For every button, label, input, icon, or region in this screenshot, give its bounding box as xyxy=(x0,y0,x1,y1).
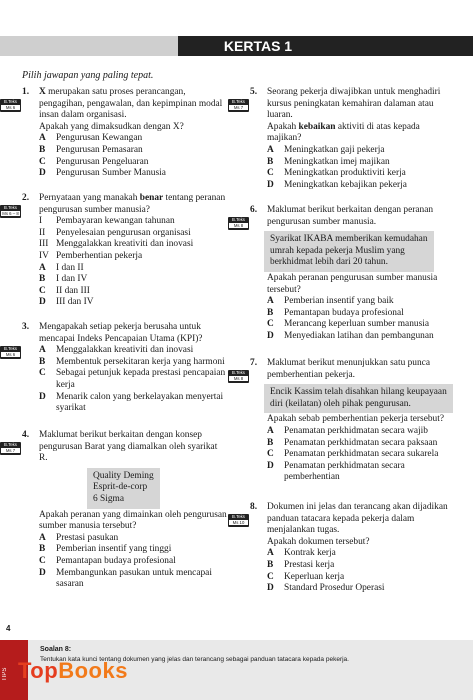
question-text-line: sumber manusia tersebut? xyxy=(39,521,137,532)
question-text-line xyxy=(250,205,460,217)
question-text-line xyxy=(250,358,460,370)
option-text: Menggalakkan kreativiti dan inovasi xyxy=(56,345,194,356)
option-text: Meningkatkan produktiviti kerja xyxy=(284,168,406,179)
info-box xyxy=(87,468,160,509)
answer-option xyxy=(22,145,232,157)
question-text-line: panduan tatacara kepada pekerja dalam xyxy=(267,513,415,524)
option-text: Membangunkan pasukan untuk mencapai xyxy=(56,567,212,578)
answer-option xyxy=(22,368,232,380)
answer-option xyxy=(250,449,460,461)
option-text: Meningkatkan imej majikan xyxy=(284,156,390,167)
answer-option xyxy=(22,168,232,180)
question-number: 8. xyxy=(250,502,258,512)
textbook-tag-label: B.Teks xyxy=(4,442,17,447)
answer-option-continued xyxy=(22,403,232,415)
question-text-line xyxy=(22,430,232,442)
textbook-tag-label: B.Teks xyxy=(232,370,245,375)
option-text: Pengurusan Pemasaran xyxy=(56,144,143,155)
info-box-line: Encik Kassim telah disahkan hilang keupayaan xyxy=(270,387,447,398)
option-text: Meningkatkan kebajikan pekerja xyxy=(284,179,407,190)
textbook-tag-label: B.Teks xyxy=(4,205,17,210)
option-text: Pemantapan budaya profesional xyxy=(284,307,404,318)
info-box xyxy=(264,384,453,413)
answer-option xyxy=(250,168,460,180)
option-text: Kontrak kerja xyxy=(284,548,336,559)
answer-option xyxy=(250,319,460,331)
textbook-tag xyxy=(0,205,21,218)
emphasis-word: kebaikan xyxy=(298,121,336,132)
answer-option xyxy=(22,286,232,298)
option-letter: B xyxy=(267,437,274,448)
answer-option xyxy=(250,426,460,438)
statement-text: Menggalakkan kreativiti dan inovasi xyxy=(56,239,194,250)
option-text: Keperluan kerja xyxy=(284,571,345,582)
option-letter: D xyxy=(267,583,274,594)
option-letter: A xyxy=(39,345,46,356)
option-text: Penamatan perkhidmatan secara paksaan xyxy=(284,437,438,448)
question-text-line: mencapai Indeks Pencapaian Utama (KPI)? xyxy=(39,333,203,344)
answer-option xyxy=(22,357,232,369)
option-text: kerja xyxy=(56,379,75,390)
question-text: Maklumat berikut menunjukkan satu punca xyxy=(267,358,430,368)
option-text: Meningkatkan gaji pekerja xyxy=(284,144,385,155)
statement-text: Pemberhentian pekerja xyxy=(56,250,143,261)
page-title: KERTAS 1 xyxy=(223,38,293,54)
option-letter: D xyxy=(39,297,46,308)
option-letter: A xyxy=(39,262,46,273)
option-letter: A xyxy=(267,548,274,559)
question-text-line: Apakah kebaikan aktiviti di atas kepada xyxy=(267,121,420,132)
option-text: Pengurusan Pengeluaran xyxy=(56,156,149,167)
answer-option xyxy=(250,308,460,320)
question-text-line xyxy=(250,87,460,99)
option-text: Pengurusan Kewangan xyxy=(56,133,143,144)
textbook-tag xyxy=(0,346,21,359)
question-text-line xyxy=(250,502,460,514)
question-text-line: pemberhentian pekerja. xyxy=(267,369,355,380)
question-text-line: pengurusan Barat yang diamalkan oleh syarikat xyxy=(39,441,218,452)
textbook-tag xyxy=(228,514,249,527)
answer-option xyxy=(250,548,460,560)
option-letter: D xyxy=(267,460,274,471)
info-box-line: Quality Deming xyxy=(93,470,154,481)
answer-option-continued xyxy=(22,380,232,392)
info-box-wrap xyxy=(250,228,460,273)
option-text: II dan III xyxy=(56,285,90,296)
emphasis-word: X xyxy=(39,87,46,97)
question-text-line: pengurusan sumber manusia? xyxy=(39,204,150,215)
statement-roman: II xyxy=(39,227,46,238)
option-text: pemberhentian xyxy=(284,472,340,483)
option-text: sasaran xyxy=(56,579,84,590)
textbook-tag-label: B.Teks xyxy=(232,217,245,222)
question-text-line: majikan? xyxy=(267,133,302,144)
option-letter: D xyxy=(267,179,274,190)
question-text-line xyxy=(22,322,232,334)
option-letter: C xyxy=(39,156,46,167)
option-text: Pemberian insentif yang baik xyxy=(284,296,394,307)
answer-option xyxy=(250,145,460,157)
statement-item xyxy=(22,216,232,228)
question-text: Mengapakah setiap pekerja berusaha untuk xyxy=(39,322,201,332)
option-letter: C xyxy=(267,319,274,330)
question-number: 3. xyxy=(22,322,30,332)
question-text-line: insan dalam organisasi. xyxy=(39,110,127,121)
option-letter: C xyxy=(39,555,46,566)
info-box-line: 6 Sigma xyxy=(93,493,124,504)
publisher-logo xyxy=(18,658,128,684)
answer-option xyxy=(250,331,460,343)
answer-option xyxy=(250,180,460,192)
answer-option xyxy=(250,296,460,308)
instruction-text: Pilih jawapan yang paling tepat. xyxy=(22,70,154,81)
question-8 xyxy=(232,502,460,595)
logo-top-text: Top xyxy=(18,658,59,683)
textbook-tag-label: B.Teks xyxy=(4,99,17,104)
option-letter: B xyxy=(39,144,46,155)
question-text: Maklumat berikut berkaitan dengan peranan xyxy=(267,205,434,215)
textbook-tag-page: Ms 7 xyxy=(1,448,20,453)
answer-option xyxy=(250,583,460,595)
footer-side-text: TIPS xyxy=(2,667,8,681)
statement-item xyxy=(22,251,232,263)
option-text: Merancang keperluan sumber manusia xyxy=(284,319,429,330)
textbook-tag-page: Ms 10 xyxy=(229,520,248,525)
question-number: 4. xyxy=(22,430,30,440)
option-text: Penamatan perkhidmatan secara xyxy=(284,460,405,471)
info-box-line: Syarikat IKABA memberikan kemudahan xyxy=(270,234,428,245)
question-text-line: pengurusan sumber manusia. xyxy=(267,216,377,227)
option-letter: A xyxy=(267,425,274,436)
textbook-tag-page: Ms 6 – 8 xyxy=(2,211,19,216)
textbook-tag xyxy=(228,99,249,112)
info-box-wrap xyxy=(250,381,460,414)
option-text: Menyediakan latihan dan pembangunan xyxy=(284,330,434,341)
info-box-line: berkhidmat lebih dari 20 tahun. xyxy=(270,257,388,268)
statement-item xyxy=(22,239,232,251)
answer-option xyxy=(22,133,232,145)
option-text: Pemberian insentif yang tinggi xyxy=(56,544,172,555)
option-letter: B xyxy=(39,356,46,367)
option-letter: B xyxy=(267,559,274,570)
option-letter: C xyxy=(267,449,274,460)
option-text: Prestasi kerja xyxy=(284,559,335,570)
question-1 xyxy=(4,87,232,180)
textbook-tag-label: B.Teks xyxy=(232,514,245,519)
option-text: III dan IV xyxy=(56,297,94,308)
textbook-tag-label: B.Teks xyxy=(232,99,245,104)
question-number: 6. xyxy=(250,205,258,215)
textbook-tag xyxy=(0,442,21,455)
option-letter: A xyxy=(39,133,46,144)
answer-option xyxy=(22,544,232,556)
option-text: Membentuk persekitaran kerja yang harmoni xyxy=(56,356,225,367)
question-text-line: luaran. xyxy=(267,110,293,121)
textbook-tag-page: Ms 8 xyxy=(229,376,248,381)
question-number: 1. xyxy=(22,87,30,97)
info-box-wrap xyxy=(22,465,232,510)
question-text: X merupakan satu proses perancangan, xyxy=(39,87,186,97)
option-letter: C xyxy=(267,168,274,179)
answer-option-continued xyxy=(250,472,460,484)
question-text-line: menjalankan tugas. xyxy=(267,525,340,536)
footer-label: Soalan 8: xyxy=(40,646,72,653)
page-number: 4 xyxy=(6,624,11,633)
answer-option xyxy=(250,157,460,169)
question-text-line: kursus peningkatan kemahiran dalaman atau xyxy=(267,98,434,109)
textbook-tag xyxy=(228,370,249,383)
question-5 xyxy=(232,87,460,191)
option-text: Pemantapan budaya profesional xyxy=(56,555,176,566)
info-box xyxy=(264,231,434,272)
option-letter: D xyxy=(267,330,274,341)
question-7 xyxy=(232,358,460,484)
answer-option xyxy=(22,556,232,568)
question-text: Dokumen ini jelas dan terancang akan dijadikan xyxy=(267,502,448,512)
option-letter: D xyxy=(39,168,46,179)
answer-option xyxy=(250,572,460,584)
question-text: Seorang pekerja diwajibkan untuk menghadiri xyxy=(267,87,441,97)
answer-option xyxy=(250,461,460,473)
option-text: Menarik calon yang berkelayakan menyertai xyxy=(56,391,224,402)
question-text: Pernyataan yang manakah benar tentang peranan xyxy=(39,193,226,203)
option-letter: B xyxy=(39,544,46,555)
option-letter: B xyxy=(267,156,274,167)
option-letter: C xyxy=(267,571,274,582)
info-box-line: umrah kepada pekerja Muslim yang xyxy=(270,245,405,256)
option-letter: C xyxy=(39,368,46,379)
option-letter: A xyxy=(267,296,274,307)
answer-option xyxy=(22,263,232,275)
option-letter: B xyxy=(267,307,274,318)
option-letter: C xyxy=(39,285,46,296)
question-4 xyxy=(4,430,232,591)
option-text: I dan IV xyxy=(56,274,88,285)
question-text-line: tersebut? xyxy=(267,284,301,295)
question-text-line: Apakah dokumen tersebut? xyxy=(267,536,370,547)
answer-option xyxy=(22,392,232,404)
statement-roman: III xyxy=(39,239,49,250)
question-text-line xyxy=(22,193,232,205)
statement-roman: I xyxy=(39,216,43,227)
textbook-tag-page: Ms 7 xyxy=(229,105,248,110)
option-text: Pengurusan Sumber Manusia xyxy=(56,168,166,179)
question-number: 7. xyxy=(250,358,258,368)
option-letter: B xyxy=(39,274,46,285)
logo-bottom-text: Books xyxy=(58,658,128,683)
statement-text: Pembayaran kewangan tahunan xyxy=(56,216,175,227)
question-text: Maklumat berikut berkaitan dengan konsep xyxy=(39,430,202,440)
answer-option xyxy=(22,274,232,286)
textbook-tag-page: Ms 6 xyxy=(1,105,20,110)
answer-option xyxy=(250,560,460,572)
option-text: syarikat xyxy=(56,403,86,414)
option-letter: D xyxy=(39,567,46,578)
answer-option xyxy=(22,345,232,357)
question-text-line: Apakah sebab pemberhentian pekerja tersebut? xyxy=(267,414,445,425)
emphasis-word: benar xyxy=(139,193,164,203)
question-text-line: pengagihan, pengawalan, dan kepimpinan modal xyxy=(39,98,223,109)
question-number: 5. xyxy=(250,87,258,97)
info-box-line: Esprit-de-corp xyxy=(93,482,148,493)
statement-roman: IV xyxy=(39,250,49,261)
question-text-line: Apakah peranan yang dimainkan oleh pengurusan xyxy=(39,509,227,520)
option-text: Prestasi pasukan xyxy=(56,532,119,543)
textbook-tag xyxy=(228,217,249,230)
question-3 xyxy=(4,322,232,415)
question-text-line: R. xyxy=(39,453,48,464)
option-text: Standard Prosedur Operasi xyxy=(284,583,385,594)
answer-option xyxy=(22,533,232,545)
answer-option xyxy=(22,568,232,580)
textbook-tag-label: B.Teks xyxy=(4,346,17,351)
answer-option xyxy=(22,297,232,309)
answer-option-continued xyxy=(22,579,232,591)
question-2 xyxy=(2,193,232,309)
option-text: I dan II xyxy=(56,262,84,273)
option-text: Penamatan perkhidmatan secara sukarela xyxy=(284,449,439,460)
option-letter: A xyxy=(267,144,274,155)
question-number: 2. xyxy=(22,193,30,203)
answer-option xyxy=(250,438,460,450)
footer-hint-text: Tentukan kata kunci tentang dokumen yang jelas dan terancang sebagai panduan tatacara kepada pekerja. xyxy=(40,656,349,663)
answer-option xyxy=(22,157,232,169)
option-text: Sebagai petunjuk kepada prestasi pencapaian xyxy=(56,368,226,379)
question-6 xyxy=(232,205,460,343)
statement-text: Penyelesaian pengurusan organisasi xyxy=(56,227,191,238)
question-text-line xyxy=(22,87,232,99)
question-text-line: Apakah peranan pengurusan sumber manusia xyxy=(267,272,438,283)
textbook-tag-page: Ms 8 xyxy=(229,223,248,228)
question-text-line: Apakah yang dimaksudkan dengan X? xyxy=(39,121,184,132)
option-letter: A xyxy=(39,532,46,543)
option-letter: D xyxy=(39,391,46,402)
textbook-tag-page: Ms 6 xyxy=(1,352,20,357)
textbook-tag xyxy=(0,99,21,112)
info-box-line: diri (keilatan) oleh pihak pengurusan. xyxy=(270,398,411,409)
option-text: Penamatan perkhidmatan secara wajib xyxy=(284,425,428,436)
statement-item xyxy=(22,228,232,240)
